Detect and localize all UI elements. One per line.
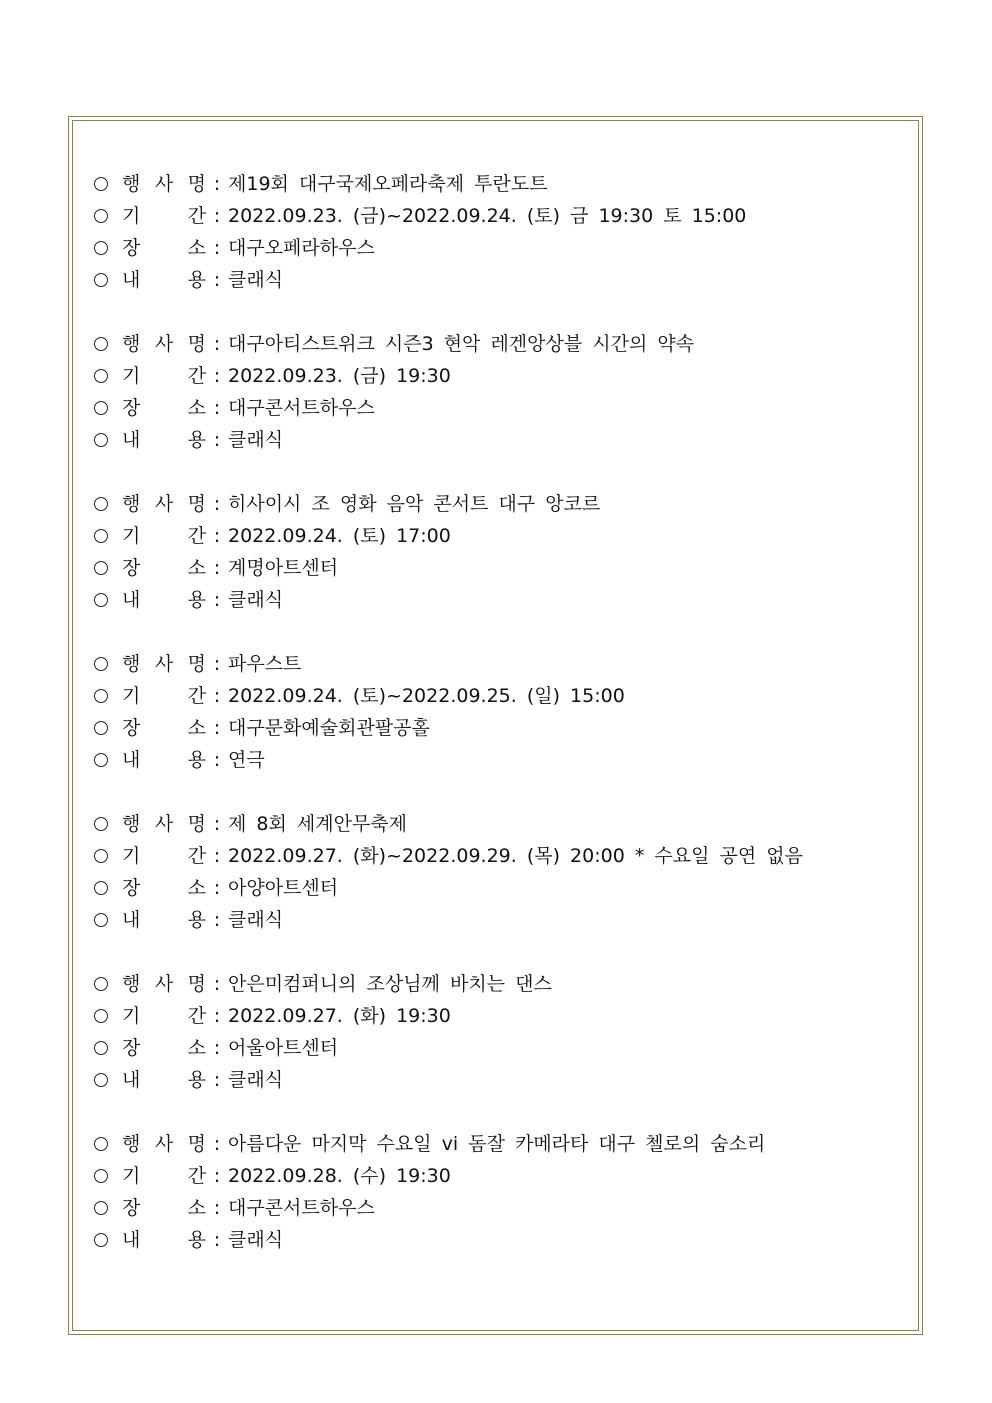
event-period-line: [94, 680, 904, 712]
label-char: 사: [154, 173, 174, 195]
label-char: 기: [122, 205, 141, 227]
event-place-value: 대구콘서트하우스: [228, 1197, 375, 1219]
colon-separator: :: [213, 653, 221, 675]
label-char: 사: [154, 333, 174, 355]
label-char: 행: [122, 653, 141, 675]
field-label-name: [122, 488, 206, 520]
label-char: 소: [187, 237, 206, 259]
event-item: [94, 808, 904, 936]
label-char: 소: [187, 877, 206, 899]
label-char: 행: [122, 973, 141, 995]
label-char: 용: [187, 1229, 206, 1251]
label-char: 용: [187, 589, 206, 611]
event-content-value: 연극: [228, 749, 265, 771]
event-period-line: [94, 1160, 904, 1192]
label-char: 사: [154, 653, 174, 675]
label-char: 기: [122, 845, 141, 867]
colon-separator: :: [213, 1165, 221, 1187]
field-label-place: [122, 232, 206, 264]
colon-separator: :: [213, 845, 221, 867]
event-item: [94, 968, 904, 1096]
label-char: 간: [187, 1165, 206, 1187]
colon-separator: :: [213, 1197, 221, 1219]
circle-bullet-icon: [94, 241, 108, 255]
colon-separator: :: [213, 365, 221, 387]
label-char: 명: [187, 493, 206, 515]
event-name-value: 파우스트: [228, 653, 302, 675]
label-char: 행: [122, 173, 141, 195]
event-name-line: [94, 968, 904, 1000]
event-period-line: [94, 1000, 904, 1032]
colon-separator: :: [213, 1005, 221, 1027]
label-char: 내: [122, 1069, 141, 1091]
colon-separator: :: [213, 397, 221, 419]
event-name-value: 제19회 대구국제오페라축제 투란도트: [228, 173, 548, 195]
circle-bullet-icon: [94, 657, 108, 671]
label-char: 사: [154, 813, 174, 835]
colon-separator: :: [213, 685, 221, 707]
circle-bullet-icon: [94, 913, 108, 927]
event-period-line: [94, 360, 904, 392]
colon-separator: :: [213, 525, 221, 547]
event-item: [94, 488, 904, 616]
colon-separator: :: [213, 1133, 221, 1155]
colon-separator: :: [213, 237, 221, 259]
colon-separator: :: [213, 1229, 221, 1251]
event-item: [94, 648, 904, 776]
label-char: 간: [187, 845, 206, 867]
field-label-period: [122, 680, 206, 712]
field-label-name: [122, 968, 206, 1000]
field-label-name: [122, 168, 206, 200]
colon-separator: :: [213, 909, 221, 931]
field-label-period: [122, 360, 206, 392]
event-item: [94, 168, 904, 296]
circle-bullet-icon: [94, 753, 108, 767]
circle-bullet-icon: [94, 273, 108, 287]
event-name-value: 대구아티스트위크 시즌3 현악 레겐앙상블 시간의 약속: [228, 333, 695, 355]
label-char: 간: [187, 525, 206, 547]
field-label-place: [122, 712, 206, 744]
field-label-place: [122, 872, 206, 904]
label-char: 간: [187, 205, 206, 227]
field-label-name: [122, 1128, 206, 1160]
event-period-value: 2022.09.27. (화)~2022.09.29. (목) 20:00 * 수요일 공연 없음: [228, 845, 803, 867]
label-char: 간: [187, 685, 206, 707]
circle-bullet-icon: [94, 401, 108, 415]
event-list: [94, 168, 904, 1288]
event-period-line: [94, 520, 904, 552]
label-char: 용: [187, 749, 206, 771]
event-place-line: [94, 1192, 904, 1224]
label-char: 행: [122, 813, 141, 835]
label-char: 명: [187, 653, 206, 675]
label-char: 장: [122, 1037, 141, 1059]
label-char: 장: [122, 557, 141, 579]
colon-separator: :: [213, 1037, 221, 1059]
label-char: 내: [122, 429, 141, 451]
circle-bullet-icon: [94, 817, 108, 831]
label-char: 소: [187, 717, 206, 739]
field-label-period: [122, 1160, 206, 1192]
event-item: [94, 328, 904, 456]
colon-separator: :: [213, 333, 221, 355]
label-char: 소: [187, 397, 206, 419]
circle-bullet-icon: [94, 689, 108, 703]
colon-separator: :: [213, 717, 221, 739]
circle-bullet-icon: [94, 177, 108, 191]
colon-separator: :: [213, 973, 221, 995]
circle-bullet-icon: [94, 497, 108, 511]
circle-bullet-icon: [94, 1201, 108, 1215]
event-place-line: [94, 1032, 904, 1064]
circle-bullet-icon: [94, 1233, 108, 1247]
event-content-line: [94, 584, 904, 616]
circle-bullet-icon: [94, 433, 108, 447]
label-char: 기: [122, 525, 141, 547]
circle-bullet-icon: [94, 977, 108, 991]
field-label-content: [122, 264, 206, 296]
event-item: [94, 1128, 904, 1256]
event-name-value: 히사이시 조 영화 음악 콘서트 대구 앙코르: [228, 493, 601, 515]
event-period-line: [94, 840, 904, 872]
event-content-value: 클래식: [228, 589, 284, 611]
colon-separator: :: [213, 813, 221, 835]
label-char: 소: [187, 557, 206, 579]
label-char: 행: [122, 1133, 141, 1155]
label-char: 명: [187, 973, 206, 995]
circle-bullet-icon: [94, 721, 108, 735]
colon-separator: :: [213, 269, 221, 291]
colon-separator: :: [213, 173, 221, 195]
circle-bullet-icon: [94, 529, 108, 543]
event-period-value: 2022.09.24. (토)~2022.09.25. (일) 15:00: [228, 685, 625, 707]
label-char: 사: [154, 493, 174, 515]
event-place-line: [94, 392, 904, 424]
circle-bullet-icon: [94, 1009, 108, 1023]
event-place-line: [94, 712, 904, 744]
event-period-line: [94, 200, 904, 232]
field-label-name: [122, 808, 206, 840]
event-name-line: [94, 648, 904, 680]
circle-bullet-icon: [94, 1169, 108, 1183]
event-content-line: [94, 1064, 904, 1096]
event-period-value: 2022.09.24. (토) 17:00: [228, 525, 451, 547]
label-char: 내: [122, 749, 141, 771]
label-char: 용: [187, 1069, 206, 1091]
event-period-value: 2022.09.23. (금)~2022.09.24. (토) 금 19:30 토 15:00: [228, 205, 747, 227]
field-label-content: [122, 1064, 206, 1096]
circle-bullet-icon: [94, 337, 108, 351]
label-char: 간: [187, 365, 206, 387]
label-char: 사: [154, 1133, 174, 1155]
field-label-name: [122, 328, 206, 360]
label-char: 행: [122, 333, 141, 355]
field-label-place: [122, 1192, 206, 1224]
event-content-line: [94, 1224, 904, 1256]
event-period-value: 2022.09.23. (금) 19:30: [228, 365, 451, 387]
field-label-content: [122, 904, 206, 936]
event-place-value: 계명아트센터: [228, 557, 339, 579]
label-char: 내: [122, 589, 141, 611]
event-name-line: [94, 808, 904, 840]
colon-separator: :: [213, 205, 221, 227]
field-label-content: [122, 744, 206, 776]
field-label-period: [122, 200, 206, 232]
label-char: 사: [154, 973, 174, 995]
event-name-line: [94, 328, 904, 360]
label-char: 장: [122, 397, 141, 419]
event-place-line: [94, 872, 904, 904]
label-char: 소: [187, 1197, 206, 1219]
circle-bullet-icon: [94, 561, 108, 575]
circle-bullet-icon: [94, 849, 108, 863]
event-place-value: 아양아트센터: [228, 877, 339, 899]
field-label-period: [122, 840, 206, 872]
event-name-value: 안은미컴퍼니의 조상님께 바치는 댄스: [228, 973, 552, 995]
label-char: 간: [187, 1005, 206, 1027]
label-char: 내: [122, 269, 141, 291]
label-char: 명: [187, 173, 206, 195]
event-content-line: [94, 744, 904, 776]
label-char: 명: [187, 333, 206, 355]
field-label-content: [122, 424, 206, 456]
circle-bullet-icon: [94, 1073, 108, 1087]
colon-separator: :: [213, 429, 221, 451]
event-content-line: [94, 424, 904, 456]
label-char: 기: [122, 1165, 141, 1187]
colon-separator: :: [213, 557, 221, 579]
field-label-period: [122, 520, 206, 552]
label-char: 행: [122, 493, 141, 515]
label-char: 용: [187, 909, 206, 931]
field-label-place: [122, 392, 206, 424]
colon-separator: :: [213, 493, 221, 515]
field-label-content: [122, 1224, 206, 1256]
field-label-content: [122, 584, 206, 616]
field-label-name: [122, 648, 206, 680]
event-name-line: [94, 1128, 904, 1160]
event-name-line: [94, 168, 904, 200]
event-content-value: 클래식: [228, 1069, 284, 1091]
label-char: 명: [187, 1133, 206, 1155]
event-period-value: 2022.09.28. (수) 19:30: [228, 1165, 451, 1187]
event-content-line: [94, 264, 904, 296]
circle-bullet-icon: [94, 881, 108, 895]
field-label-place: [122, 552, 206, 584]
event-period-value: 2022.09.27. (화) 19:30: [228, 1005, 451, 1027]
label-char: 장: [122, 877, 141, 899]
label-char: 용: [187, 269, 206, 291]
event-content-line: [94, 904, 904, 936]
event-name-line: [94, 488, 904, 520]
label-char: 소: [187, 1037, 206, 1059]
colon-separator: :: [213, 589, 221, 611]
circle-bullet-icon: [94, 593, 108, 607]
colon-separator: :: [213, 1069, 221, 1091]
event-content-value: 클래식: [228, 1229, 284, 1251]
event-content-value: 클래식: [228, 269, 284, 291]
field-label-period: [122, 1000, 206, 1032]
label-char: 용: [187, 429, 206, 451]
event-place-line: [94, 232, 904, 264]
label-char: 기: [122, 685, 141, 707]
colon-separator: :: [213, 749, 221, 771]
event-place-value: 대구문화예술회관팔공홀: [228, 717, 430, 739]
label-char: 내: [122, 909, 141, 931]
label-char: 장: [122, 1197, 141, 1219]
label-char: 장: [122, 717, 141, 739]
label-char: 기: [122, 365, 141, 387]
event-place-value: 대구콘서트하우스: [228, 397, 375, 419]
label-char: 내: [122, 1229, 141, 1251]
circle-bullet-icon: [94, 209, 108, 223]
event-content-value: 클래식: [228, 429, 284, 451]
circle-bullet-icon: [94, 1137, 108, 1151]
event-content-value: 클래식: [228, 909, 284, 931]
event-name-value: 제 8회 세계안무축제: [228, 813, 407, 835]
field-label-place: [122, 1032, 206, 1064]
event-name-value: 아름다운 마지막 수요일 vi 돔잘 카메라타 대구 첼로의 숨소리: [228, 1133, 766, 1155]
event-place-value: 어울아트센터: [228, 1037, 339, 1059]
colon-separator: :: [213, 877, 221, 899]
label-char: 장: [122, 237, 141, 259]
circle-bullet-icon: [94, 369, 108, 383]
label-char: 명: [187, 813, 206, 835]
event-place-value: 대구오페라하우스: [228, 237, 375, 259]
label-char: 기: [122, 1005, 141, 1027]
event-place-line: [94, 552, 904, 584]
circle-bullet-icon: [94, 1041, 108, 1055]
